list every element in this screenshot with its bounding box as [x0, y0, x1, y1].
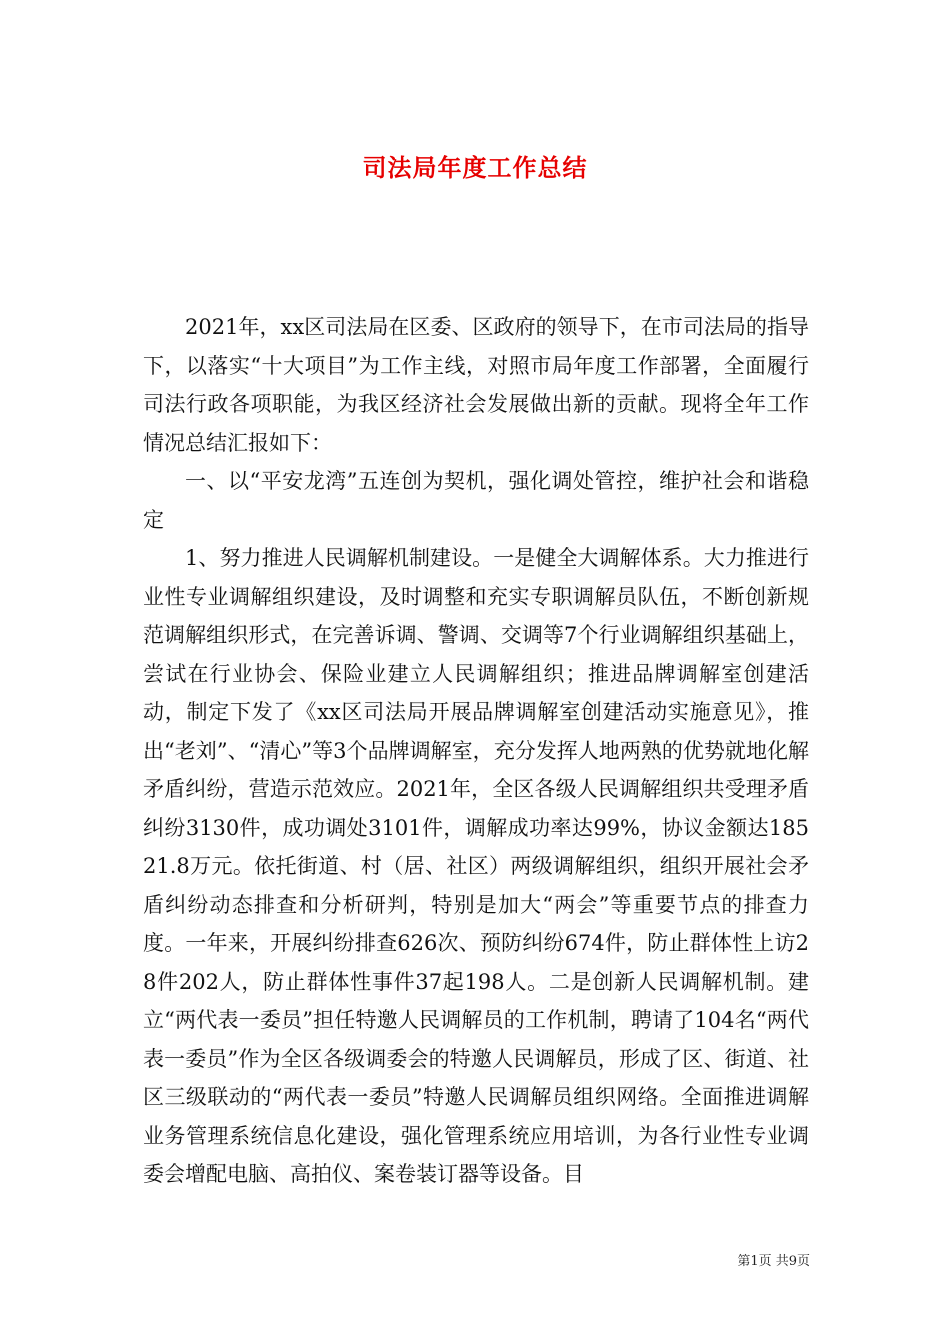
paragraph-mediation: 1、努力推进人民调解机制建设。一是健全大调解体系。大力推进行业性专业调解组织建设，及时调整和充实专职调解员队伍，不断创新规范调解组织形式，在完善诉调、警调、交调等7个行业调解组织基础上，尝试在行业协会、保险业建立人民调解组织；推进品牌调解室创建活动，制定下发了《xx区司法局开展品牌调解室创建活动实施意见》，推出“老刘”、“清心”等3个品牌调解室，充分发挥人地两熟的优势就地化解矛盾纠纷，营造示范效应。2021年，全区各级人民调解组织共受理矛盾纠纷3130件，成功调处3101件，调解成功率达99%，协议金额达18521.8万元。依托街道、村（居、社区）两级调解组织，组织开展社会矛盾纠纷动态排查和分析研判，特别是加大“两会”等重要节点的排查力度。一年来，开展纠纷排查626次、预防纠纷674件，防止群体性上访28件202人，防止群体性事件37起198人。二是创新人民调解机制。建立“两代表一委员”担任特邀人民调解员的工作机制，聘请了104名“两代表一委员”作为全区各级调委会的特邀人民调解员，形成了区、街道、社区三级联动的“两代表一委员”特邀人民调解员组织网络。全面推进调解业务管理系统信息化建设，强化管理系统应用培训，为各行业性专业调委会增配电脑、高拍仪、案卷装订器等设备。目	[143, 546, 809, 1186]
section-heading-1: 一、以“平安龙湾”五连创为契机，强化调处管控，维护社会和谐稳定	[143, 469, 809, 532]
page-number: 第1页 共9页	[737, 1254, 810, 1269]
page-title: 司法局年度工作总结	[362, 154, 588, 183]
paragraph-intro: 2021年，xx区司法局在区委、区政府的领导下，在市司法局的指导下，以落实“十大项目”为工作主线，对照市局年度工作部署，全面履行司法行政各项职能，为我区经济社会发展做出新的贡献。现将全年工作情况总结汇报如下：	[143, 315, 809, 455]
document-body	[143, 308, 809, 1194]
